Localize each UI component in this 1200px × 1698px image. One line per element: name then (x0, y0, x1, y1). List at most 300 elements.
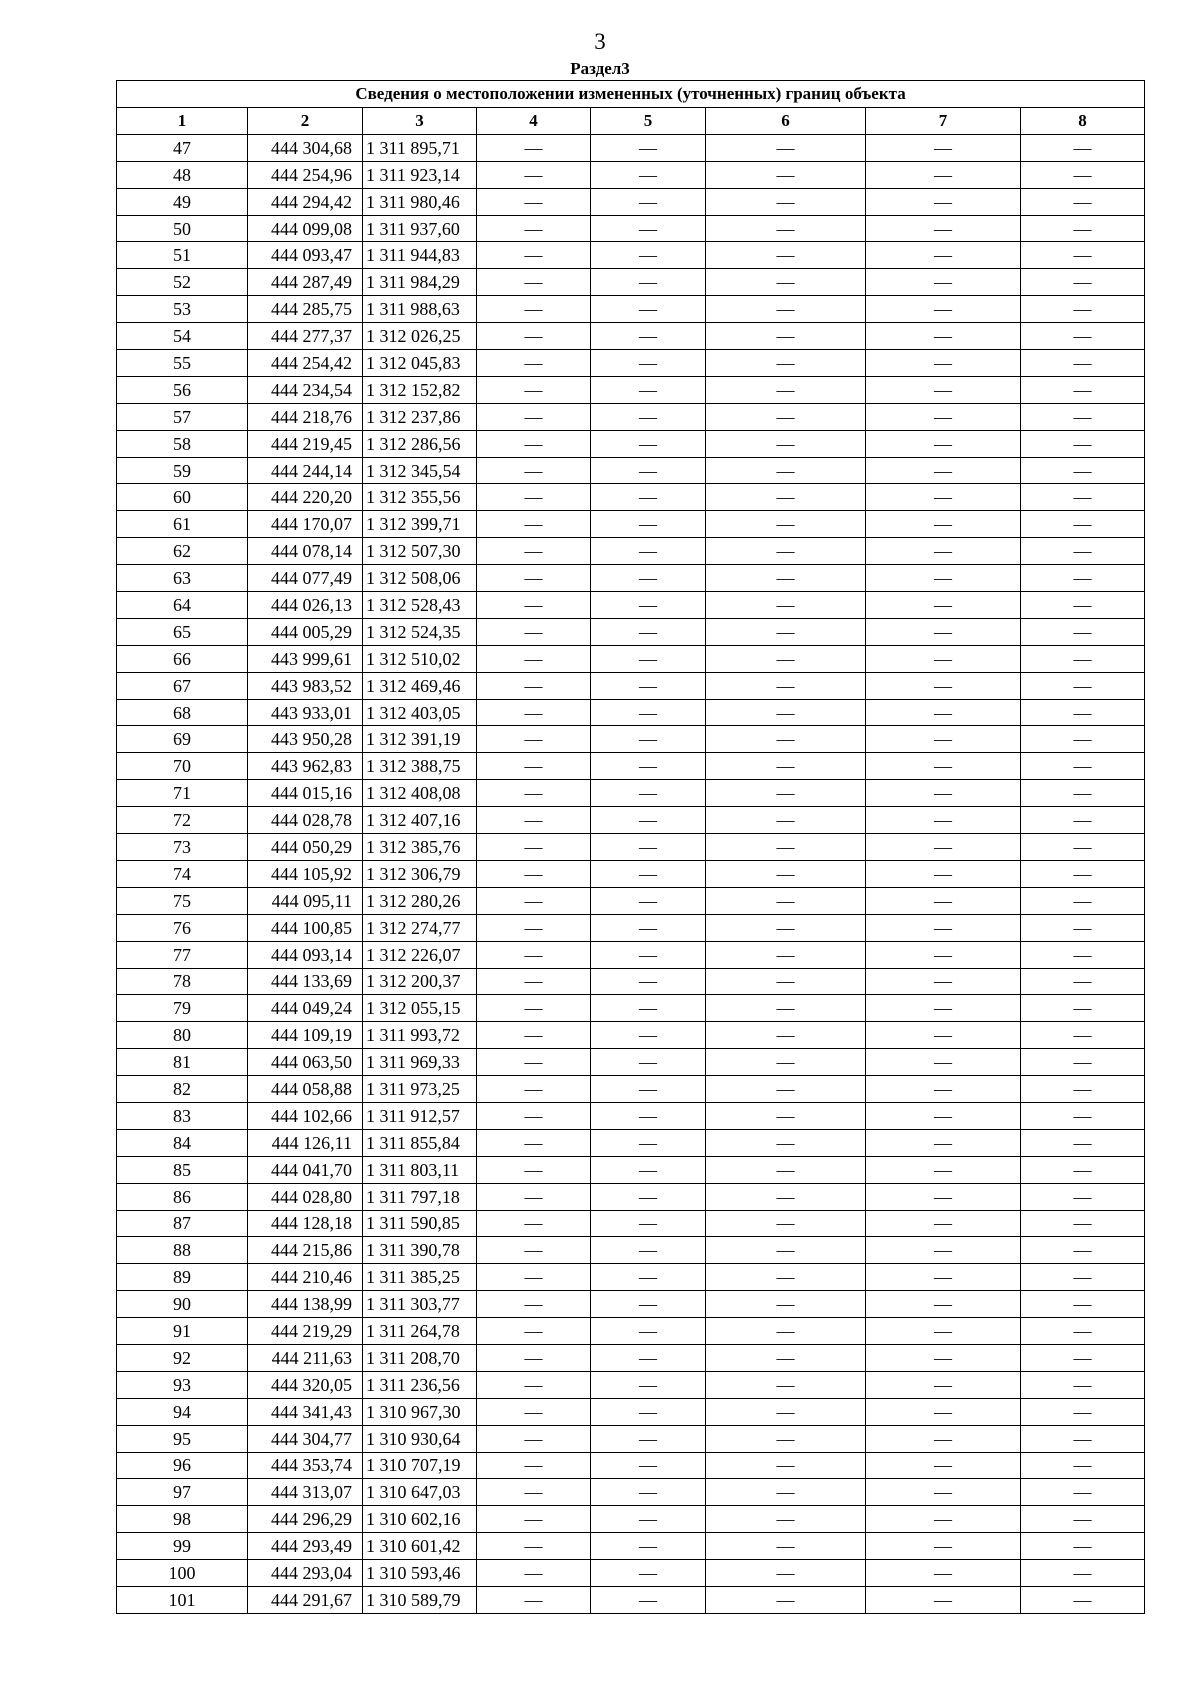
empty-value-dash: — (706, 1291, 866, 1318)
empty-value-dash: — (477, 941, 591, 968)
table-row (117, 780, 1145, 807)
empty-value-dash: — (866, 618, 1021, 645)
x-coordinate-cell: 443 950,28 (248, 726, 363, 753)
x-coordinate-cell: 444 109,19 (248, 1022, 363, 1049)
y-coordinate-cell: 1 311 944,83 (363, 242, 477, 269)
empty-value-dash: — (591, 484, 706, 511)
empty-value-dash: — (866, 565, 1021, 592)
empty-value-dash: — (591, 188, 706, 215)
empty-value-dash: — (866, 1022, 1021, 1049)
table-row (117, 484, 1145, 511)
empty-value-dash: — (477, 834, 591, 861)
point-number-cell: 59 (117, 457, 248, 484)
empty-value-dash: — (706, 1371, 866, 1398)
point-number-cell: 89 (117, 1264, 248, 1291)
point-number-cell: 99 (117, 1533, 248, 1560)
empty-value-dash: — (477, 1237, 591, 1264)
empty-value-dash: — (591, 1318, 706, 1345)
empty-value-dash: — (706, 807, 866, 834)
y-coordinate-cell: 1 311 895,71 (363, 134, 477, 161)
x-coordinate-cell: 444 320,05 (248, 1371, 363, 1398)
table-row (117, 995, 1145, 1022)
empty-value-dash: — (591, 1210, 706, 1237)
x-coordinate-cell: 444 063,50 (248, 1049, 363, 1076)
page-number: 3 (594, 29, 606, 54)
point-number-cell: 58 (117, 430, 248, 457)
x-coordinate-cell: 444 128,18 (248, 1210, 363, 1237)
empty-value-dash: — (591, 941, 706, 968)
empty-value-dash: — (477, 1183, 591, 1210)
x-coordinate-cell: 444 277,37 (248, 323, 363, 350)
empty-value-dash: — (866, 645, 1021, 672)
column-header: 5 (591, 108, 706, 135)
empty-value-dash: — (591, 403, 706, 430)
x-coordinate-cell: 444 294,42 (248, 188, 363, 215)
empty-value-dash: — (1021, 995, 1145, 1022)
table-row (117, 323, 1145, 350)
empty-value-dash: — (706, 780, 866, 807)
empty-value-dash: — (1021, 1371, 1145, 1398)
point-number-cell: 69 (117, 726, 248, 753)
x-coordinate-cell: 444 313,07 (248, 1479, 363, 1506)
point-number-cell: 66 (117, 645, 248, 672)
point-number-cell: 82 (117, 1076, 248, 1103)
x-coordinate-cell: 443 933,01 (248, 699, 363, 726)
empty-value-dash: — (477, 726, 591, 753)
empty-value-dash: — (866, 1264, 1021, 1291)
y-coordinate-cell: 1 311 923,14 (363, 161, 477, 188)
empty-value-dash: — (706, 538, 866, 565)
empty-value-dash: — (866, 215, 1021, 242)
y-coordinate-cell: 1 311 208,70 (363, 1344, 477, 1371)
table-row (117, 618, 1145, 645)
y-coordinate-cell: 1 311 912,57 (363, 1102, 477, 1129)
empty-value-dash: — (866, 672, 1021, 699)
empty-value-dash: — (706, 1425, 866, 1452)
empty-value-dash: — (1021, 914, 1145, 941)
empty-value-dash: — (477, 672, 591, 699)
x-coordinate-cell: 444 005,29 (248, 618, 363, 645)
point-number-cell: 86 (117, 1183, 248, 1210)
x-coordinate-cell: 444 296,29 (248, 1506, 363, 1533)
empty-value-dash: — (591, 1129, 706, 1156)
table-row (117, 350, 1145, 377)
empty-value-dash: — (706, 1506, 866, 1533)
empty-value-dash: — (477, 350, 591, 377)
empty-value-dash: — (477, 1022, 591, 1049)
x-coordinate-cell: 444 126,11 (248, 1129, 363, 1156)
empty-value-dash: — (866, 807, 1021, 834)
empty-value-dash: — (477, 645, 591, 672)
empty-value-dash: — (706, 753, 866, 780)
empty-value-dash: — (866, 1452, 1021, 1479)
empty-value-dash: — (477, 995, 591, 1022)
empty-value-dash: — (1021, 1102, 1145, 1129)
table-row (117, 1183, 1145, 1210)
point-number-cell: 95 (117, 1425, 248, 1452)
x-coordinate-cell: 444 353,74 (248, 1452, 363, 1479)
empty-value-dash: — (866, 1237, 1021, 1264)
empty-value-dash: — (706, 1533, 866, 1560)
empty-value-dash: — (477, 1318, 591, 1345)
table-row (117, 1129, 1145, 1156)
x-coordinate-cell: 444 015,16 (248, 780, 363, 807)
y-coordinate-cell: 1 312 385,76 (363, 834, 477, 861)
empty-value-dash: — (477, 538, 591, 565)
empty-value-dash: — (591, 430, 706, 457)
empty-value-dash: — (866, 780, 1021, 807)
x-coordinate-cell: 444 028,80 (248, 1183, 363, 1210)
empty-value-dash: — (706, 968, 866, 995)
table-row (117, 511, 1145, 538)
empty-value-dash: — (866, 1506, 1021, 1533)
table-row (117, 430, 1145, 457)
point-number-cell: 65 (117, 618, 248, 645)
x-coordinate-cell: 444 100,85 (248, 914, 363, 941)
y-coordinate-cell: 1 312 510,02 (363, 645, 477, 672)
empty-value-dash: — (706, 860, 866, 887)
empty-value-dash: — (1021, 215, 1145, 242)
empty-value-dash: — (591, 323, 706, 350)
empty-value-dash: — (706, 565, 866, 592)
empty-value-dash: — (477, 430, 591, 457)
x-coordinate-cell: 444 170,07 (248, 511, 363, 538)
point-number-cell: 79 (117, 995, 248, 1022)
empty-value-dash: — (706, 242, 866, 269)
empty-value-dash: — (1021, 645, 1145, 672)
point-number-cell: 91 (117, 1318, 248, 1345)
table-row (117, 269, 1145, 296)
empty-value-dash: — (866, 914, 1021, 941)
y-coordinate-cell: 1 312 403,05 (363, 699, 477, 726)
empty-value-dash: — (866, 1425, 1021, 1452)
point-number-cell: 61 (117, 511, 248, 538)
empty-value-dash: — (706, 511, 866, 538)
empty-value-dash: — (866, 995, 1021, 1022)
table-row (117, 1533, 1145, 1560)
point-number-cell: 94 (117, 1398, 248, 1425)
column-header: 3 (363, 108, 477, 135)
y-coordinate-cell: 1 311 303,77 (363, 1291, 477, 1318)
y-coordinate-cell: 1 311 969,33 (363, 1049, 477, 1076)
empty-value-dash: — (477, 457, 591, 484)
table-row (117, 1022, 1145, 1049)
table-row (117, 1344, 1145, 1371)
point-number-cell: 75 (117, 887, 248, 914)
point-number-cell: 96 (117, 1452, 248, 1479)
empty-value-dash: — (591, 269, 706, 296)
empty-value-dash: — (591, 296, 706, 323)
x-coordinate-cell: 444 026,13 (248, 592, 363, 619)
x-coordinate-cell: 444 211,63 (248, 1344, 363, 1371)
empty-value-dash: — (477, 780, 591, 807)
table-row (117, 1560, 1145, 1587)
empty-value-dash: — (1021, 1586, 1145, 1613)
x-coordinate-cell: 444 058,88 (248, 1076, 363, 1103)
empty-value-dash: — (866, 484, 1021, 511)
empty-value-dash: — (591, 834, 706, 861)
empty-value-dash: — (477, 565, 591, 592)
empty-value-dash: — (591, 1560, 706, 1587)
empty-value-dash: — (1021, 834, 1145, 861)
empty-value-dash: — (591, 457, 706, 484)
empty-value-dash: — (1021, 1479, 1145, 1506)
empty-value-dash: — (591, 1291, 706, 1318)
table-row (117, 914, 1145, 941)
empty-value-dash: — (706, 1049, 866, 1076)
empty-value-dash: — (1021, 403, 1145, 430)
column-header: 1 (117, 108, 248, 135)
empty-value-dash: — (1021, 887, 1145, 914)
empty-value-dash: — (591, 914, 706, 941)
point-number-cell: 57 (117, 403, 248, 430)
empty-value-dash: — (1021, 1129, 1145, 1156)
y-coordinate-cell: 1 312 026,25 (363, 323, 477, 350)
y-coordinate-cell: 1 312 286,56 (363, 430, 477, 457)
point-number-cell: 87 (117, 1210, 248, 1237)
x-coordinate-cell: 444 078,14 (248, 538, 363, 565)
empty-value-dash: — (591, 1398, 706, 1425)
empty-value-dash: — (591, 1102, 706, 1129)
empty-value-dash: — (706, 350, 866, 377)
table-row (117, 161, 1145, 188)
y-coordinate-cell: 1 312 528,43 (363, 592, 477, 619)
empty-value-dash: — (706, 672, 866, 699)
y-coordinate-cell: 1 311 264,78 (363, 1318, 477, 1345)
point-number-cell: 48 (117, 161, 248, 188)
empty-value-dash: — (866, 592, 1021, 619)
empty-value-dash: — (591, 1425, 706, 1452)
point-number-cell: 92 (117, 1344, 248, 1371)
x-coordinate-cell: 443 983,52 (248, 672, 363, 699)
empty-value-dash: — (1021, 323, 1145, 350)
table-row (117, 1102, 1145, 1129)
point-number-cell: 56 (117, 376, 248, 403)
table-row (117, 699, 1145, 726)
empty-value-dash: — (1021, 1210, 1145, 1237)
empty-value-dash: — (706, 376, 866, 403)
table-row (117, 1506, 1145, 1533)
point-number-cell: 55 (117, 350, 248, 377)
empty-value-dash: — (477, 860, 591, 887)
empty-value-dash: — (1021, 1156, 1145, 1183)
empty-value-dash: — (866, 968, 1021, 995)
empty-value-dash: — (1021, 1398, 1145, 1425)
point-number-cell: 47 (117, 134, 248, 161)
x-coordinate-cell: 444 215,86 (248, 1237, 363, 1264)
y-coordinate-cell: 1 312 055,15 (363, 995, 477, 1022)
table-row (117, 1479, 1145, 1506)
y-coordinate-cell: 1 312 355,56 (363, 484, 477, 511)
empty-value-dash: — (1021, 968, 1145, 995)
empty-value-dash: — (866, 1586, 1021, 1613)
y-coordinate-cell: 1 310 967,30 (363, 1398, 477, 1425)
empty-value-dash: — (866, 1129, 1021, 1156)
empty-value-dash: — (866, 403, 1021, 430)
table-caption: Сведения о местоположении измененных (уточненных) границ объекта (117, 81, 1145, 108)
y-coordinate-cell: 1 312 045,83 (363, 350, 477, 377)
empty-value-dash: — (1021, 1506, 1145, 1533)
empty-value-dash: — (1021, 726, 1145, 753)
point-number-cell: 84 (117, 1129, 248, 1156)
point-number-cell: 101 (117, 1586, 248, 1613)
empty-value-dash: — (706, 1022, 866, 1049)
empty-value-dash: — (591, 1264, 706, 1291)
empty-value-dash: — (591, 1076, 706, 1103)
point-number-cell: 68 (117, 699, 248, 726)
empty-value-dash: — (866, 457, 1021, 484)
table-row (117, 941, 1145, 968)
x-coordinate-cell: 444 210,46 (248, 1264, 363, 1291)
table-row (117, 592, 1145, 619)
empty-value-dash: — (477, 242, 591, 269)
empty-value-dash: — (1021, 1237, 1145, 1264)
empty-value-dash: — (477, 1156, 591, 1183)
empty-value-dash: — (591, 807, 706, 834)
y-coordinate-cell: 1 311 797,18 (363, 1183, 477, 1210)
empty-value-dash: — (706, 134, 866, 161)
empty-value-dash: — (1021, 1264, 1145, 1291)
empty-value-dash: — (706, 1586, 866, 1613)
empty-value-dash: — (1021, 242, 1145, 269)
empty-value-dash: — (477, 1129, 591, 1156)
x-coordinate-cell: 444 304,77 (248, 1425, 363, 1452)
point-number-cell: 81 (117, 1049, 248, 1076)
empty-value-dash: — (866, 1102, 1021, 1129)
empty-value-dash: — (477, 1291, 591, 1318)
y-coordinate-cell: 1 310 930,64 (363, 1425, 477, 1452)
empty-value-dash: — (477, 1264, 591, 1291)
empty-value-dash: — (866, 1533, 1021, 1560)
empty-value-dash: — (591, 1237, 706, 1264)
empty-value-dash: — (866, 1344, 1021, 1371)
empty-value-dash: — (1021, 269, 1145, 296)
empty-value-dash: — (866, 1156, 1021, 1183)
empty-value-dash: — (866, 753, 1021, 780)
table-row (117, 968, 1145, 995)
empty-value-dash: — (866, 699, 1021, 726)
table-row (117, 1452, 1145, 1479)
table-row (117, 188, 1145, 215)
empty-value-dash: — (1021, 1049, 1145, 1076)
point-number-cell: 74 (117, 860, 248, 887)
empty-value-dash: — (591, 618, 706, 645)
y-coordinate-cell: 1 311 385,25 (363, 1264, 477, 1291)
x-coordinate-cell: 444 133,69 (248, 968, 363, 995)
empty-value-dash: — (477, 323, 591, 350)
empty-value-dash: — (1021, 753, 1145, 780)
point-number-cell: 76 (117, 914, 248, 941)
empty-value-dash: — (591, 242, 706, 269)
empty-value-dash: — (706, 592, 866, 619)
column-header: 7 (866, 108, 1021, 135)
column-header: 4 (477, 108, 591, 135)
y-coordinate-cell: 1 312 507,30 (363, 538, 477, 565)
x-coordinate-cell: 444 234,54 (248, 376, 363, 403)
empty-value-dash: — (477, 1425, 591, 1452)
table-row (117, 1371, 1145, 1398)
empty-value-dash: — (706, 618, 866, 645)
table-row (117, 1291, 1145, 1318)
point-number-cell: 62 (117, 538, 248, 565)
x-coordinate-cell: 444 028,78 (248, 807, 363, 834)
empty-value-dash: — (477, 188, 591, 215)
y-coordinate-cell: 1 312 524,35 (363, 618, 477, 645)
point-number-cell: 51 (117, 242, 248, 269)
point-number-cell: 100 (117, 1560, 248, 1587)
x-coordinate-cell: 444 254,96 (248, 161, 363, 188)
empty-value-dash: — (1021, 1318, 1145, 1345)
table-row (117, 1398, 1145, 1425)
empty-value-dash: — (706, 323, 866, 350)
empty-value-dash: — (1021, 1560, 1145, 1587)
y-coordinate-cell: 1 310 602,16 (363, 1506, 477, 1533)
x-coordinate-cell: 444 102,66 (248, 1102, 363, 1129)
empty-value-dash: — (477, 1398, 591, 1425)
table-row (117, 1237, 1145, 1264)
empty-value-dash: — (1021, 780, 1145, 807)
empty-value-dash: — (866, 269, 1021, 296)
point-number-cell: 90 (117, 1291, 248, 1318)
empty-value-dash: — (591, 565, 706, 592)
empty-value-dash: — (477, 134, 591, 161)
empty-value-dash: — (477, 161, 591, 188)
empty-value-dash: — (477, 914, 591, 941)
empty-value-dash: — (591, 1586, 706, 1613)
point-number-cell: 64 (117, 592, 248, 619)
x-coordinate-cell: 444 285,75 (248, 296, 363, 323)
empty-value-dash: — (706, 834, 866, 861)
empty-value-dash: — (706, 941, 866, 968)
y-coordinate-cell: 1 312 345,54 (363, 457, 477, 484)
empty-value-dash: — (706, 1076, 866, 1103)
y-coordinate-cell: 1 312 226,07 (363, 941, 477, 968)
y-coordinate-cell: 1 310 601,42 (363, 1533, 477, 1560)
empty-value-dash: — (591, 1479, 706, 1506)
x-coordinate-cell: 444 218,76 (248, 403, 363, 430)
empty-value-dash: — (706, 1479, 866, 1506)
x-coordinate-cell: 444 291,67 (248, 1586, 363, 1613)
empty-value-dash: — (706, 1156, 866, 1183)
empty-value-dash: — (1021, 941, 1145, 968)
table-row (117, 753, 1145, 780)
table-row (117, 1156, 1145, 1183)
table-header-row (117, 108, 1145, 135)
y-coordinate-cell: 1 312 237,86 (363, 403, 477, 430)
table-row (117, 1210, 1145, 1237)
empty-value-dash: — (706, 1210, 866, 1237)
empty-value-dash: — (866, 1076, 1021, 1103)
empty-value-dash: — (1021, 1452, 1145, 1479)
empty-value-dash: — (477, 1076, 591, 1103)
empty-value-dash: — (866, 1318, 1021, 1345)
empty-value-dash: — (591, 968, 706, 995)
y-coordinate-cell: 1 311 984,29 (363, 269, 477, 296)
x-coordinate-cell: 444 287,49 (248, 269, 363, 296)
empty-value-dash: — (1021, 1533, 1145, 1560)
x-coordinate-cell: 444 041,70 (248, 1156, 363, 1183)
empty-value-dash: — (1021, 188, 1145, 215)
x-coordinate-cell: 444 219,45 (248, 430, 363, 457)
empty-value-dash: — (591, 1533, 706, 1560)
empty-value-dash: — (706, 215, 866, 242)
x-coordinate-cell: 444 095,11 (248, 887, 363, 914)
x-coordinate-cell: 444 244,14 (248, 457, 363, 484)
point-number-cell: 52 (117, 269, 248, 296)
table-row (117, 1425, 1145, 1452)
point-number-cell: 93 (117, 1371, 248, 1398)
y-coordinate-cell: 1 311 855,84 (363, 1129, 477, 1156)
